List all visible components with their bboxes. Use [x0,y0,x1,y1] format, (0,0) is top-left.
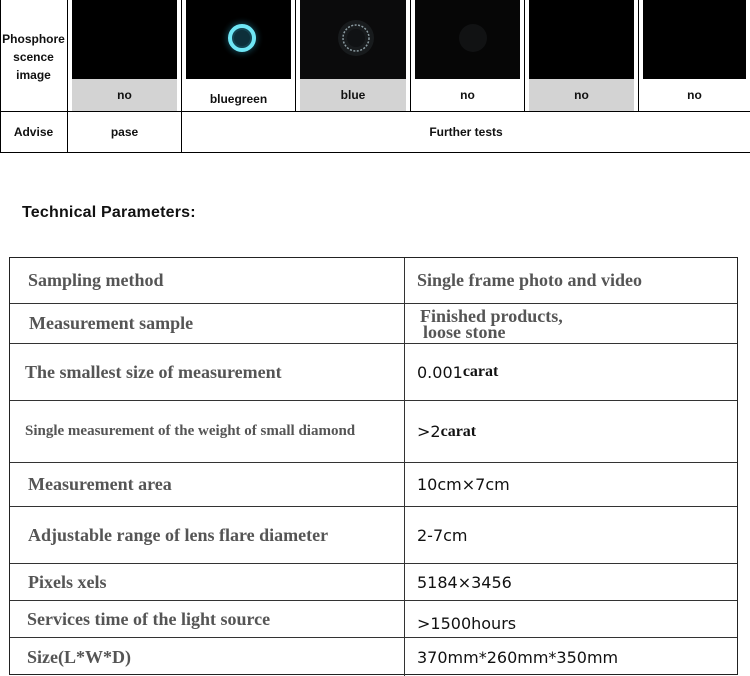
param-name: Pixels xels [10,564,405,600]
phosphor-image [529,0,634,79]
param-value-line: Finished products, [420,305,563,326]
technical-parameters-heading: Technical Parameters: [22,204,196,221]
param-value-unit: carat [462,363,499,380]
dark-spot [415,0,520,79]
phosphor-image [300,0,406,79]
phosphor-result: no [687,88,702,102]
phosphor-cell [296,0,410,111]
param-value: Single frame photo and video [417,270,643,290]
advise-label: Advise [13,125,54,139]
table-row [10,463,737,507]
phosphor-cell [68,0,181,111]
param-name: Measurement area [10,463,405,506]
phosphor-result: bluegreen [209,92,268,106]
param-value [406,304,737,343]
phosphor-cell [639,0,750,111]
param-name: Services time of the light source [10,601,405,637]
phosphor-image [72,0,177,79]
param-value-number: 0.001 [417,362,463,382]
phosphor-result: no [72,79,177,111]
param-value-unit: carat [440,422,477,440]
param-name: Sampling method [10,258,405,303]
param-value: 2-7cm [417,525,468,545]
param-value: 10cm×7cm [417,475,510,494]
param-name: Size(L*W*D) [10,638,405,676]
phosphor-result: no [529,79,634,111]
phosphor-table [0,0,750,153]
param-value: 370mm*260mm*350mm [417,647,619,667]
table-row [10,344,737,401]
param-value-number: >2 [417,422,441,441]
divider [0,111,750,112]
row-label-line: Phosphore [2,32,65,46]
param-value: 5184×3456 [417,572,512,592]
phosphor-cell [182,0,295,111]
table-row [10,601,737,638]
param-value: >1500hours [417,613,517,633]
table-row [10,564,737,601]
phosphor-cell [411,0,524,111]
phosphor-image [643,0,746,79]
phosphor-image [186,0,291,79]
advise-further-tests: Further tests [429,125,503,139]
phosphor-image [415,0,520,79]
phosphor-result: no [460,88,475,102]
blue-faint-ring [300,0,406,79]
bluegreen-glow-ring [186,0,291,79]
row-label-line: scence [13,50,54,64]
param-name: Measurement sample [10,304,405,343]
row-label-line: image [16,68,51,82]
param-name: Single measurement of the weight of small diamond [10,401,405,462]
param-value-line: loose stone [423,321,506,342]
table-row [10,401,737,463]
param-name: Adjustable range of lens flare diameter [10,507,405,563]
table-row [10,304,737,344]
table-row [10,258,737,304]
divider [0,152,750,153]
table-row [10,507,737,564]
phosphor-result: blue [300,79,406,111]
param-name: The smallest size of measurement [10,344,405,400]
param-value [406,401,737,462]
table-row [10,638,737,676]
phosphor-cell [525,0,638,111]
phosphor-row-label [0,30,67,84]
param-value [406,344,737,400]
advise-pass: pase [110,125,139,139]
parameter-table [9,257,738,675]
